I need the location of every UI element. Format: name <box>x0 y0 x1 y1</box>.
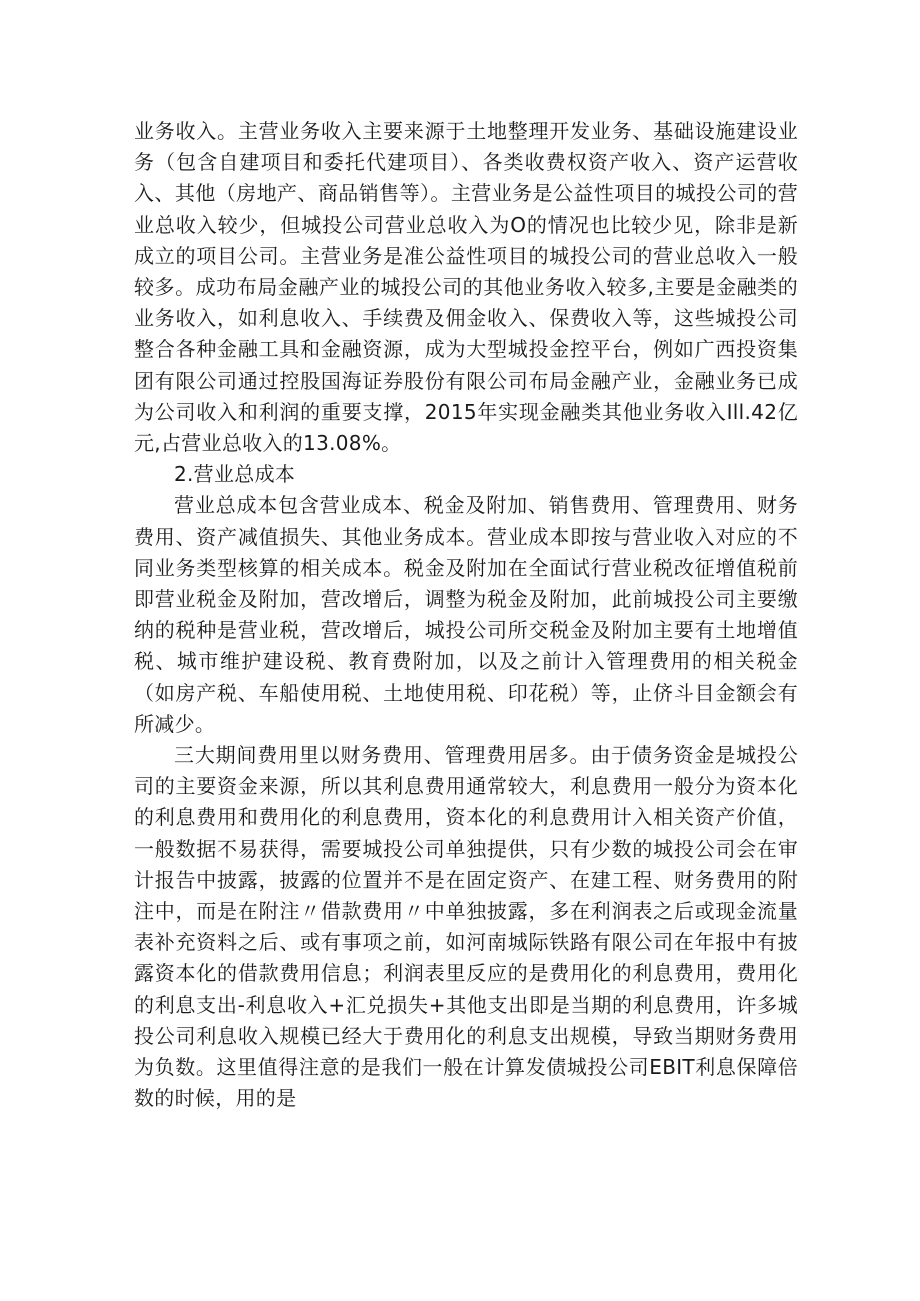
paragraph-period-expenses: 三大期间费用里以财务费用、管理费用居多。由于债务资金是城投公司的主要资金来源，所以其利息费用通常较大，利息费用一般分为资本化的利息费用和费用化的利息费用，资本化的利息费用计入相关资产价值，一般数据不易获得，需要城投公司单独提供，只有少数的城投公司会在审计报告中披露，披露的位置并不是在固定资产、在建工程、财务费用的附注中，而是在附注〃借款费用〃中单独披露，多在利润表之后或现金流量表补充资料之后、或有事项之前，如河南城际铁路有限公司在年报中有披露资本化的借款费用信息；利润表里反应的是费用化的利息费用，费用化的利息支出-利息收入+汇兑损失+其他支出即是当期的利息费用，许多城投公司利息收入规模已经大于费用化的利息支出规模，导致当期财务费用为负数。这里值得注意的是我们一般在计算发债城投公司EBIT利息保障倍数的时候，用的是 <box>134 743 798 1111</box>
document-body <box>134 116 798 1115</box>
section-heading-total-operating-cost: 2.营业总成本 <box>174 462 296 487</box>
paragraph-total-operating-cost: 营业总成本包含营业成本、税金及附加、销售费用、管理费用、财务费用、资产减值损失、其他业务成本。营业成本即按与营业收入对应的不同业务类型核算的相关成本。税金及附加在全面试行营业税改征增值税前即营业税金及附加，营改增后，调整为税金及附加，此前城投公司主要缴纳的税种是营业税，营改增后，城投公司所交税金及附加主要有土地增值税、城市维护建设税、教育费附加，以及之前计入管理费用的相关税金（如房产税、车船使用税、土地使用税、印花税）等，止侪斗目金额会有所减少。 <box>134 493 798 736</box>
paragraph-revenue-continued: 业务收入。主营业务收入主要来源于土地整理开发业务、基础设施建设业务（包含自建项目和委托代建项目）、各类收费权资产收入、资产运营收入、其他（房地产、商品销售等）。主营业务是公益性项目的城投公司的营业总收入较少，但城投公司营业总收入为O的情况也比较少见，除非是新成立的项目公司。主营业务是准公益性项目的城投公司的营业总收入一般较多。成功布局金融产业的城投公司的其他业务收入较多,主要是金融类的业务收入，如利息收入、手续费及佣金收入、保费收入等，这些城投公司整合各种金融工具和金融资源，成为大型城投金控平台，例如广西投资集团有限公司通过控股国海证券股份有限公司布局金融产业，金融业务已成为公司收入和利润的重要支撑，2015年实现金融类其他业务收入Ill.42亿元,占营业总收入的13.08%。 <box>134 119 798 456</box>
